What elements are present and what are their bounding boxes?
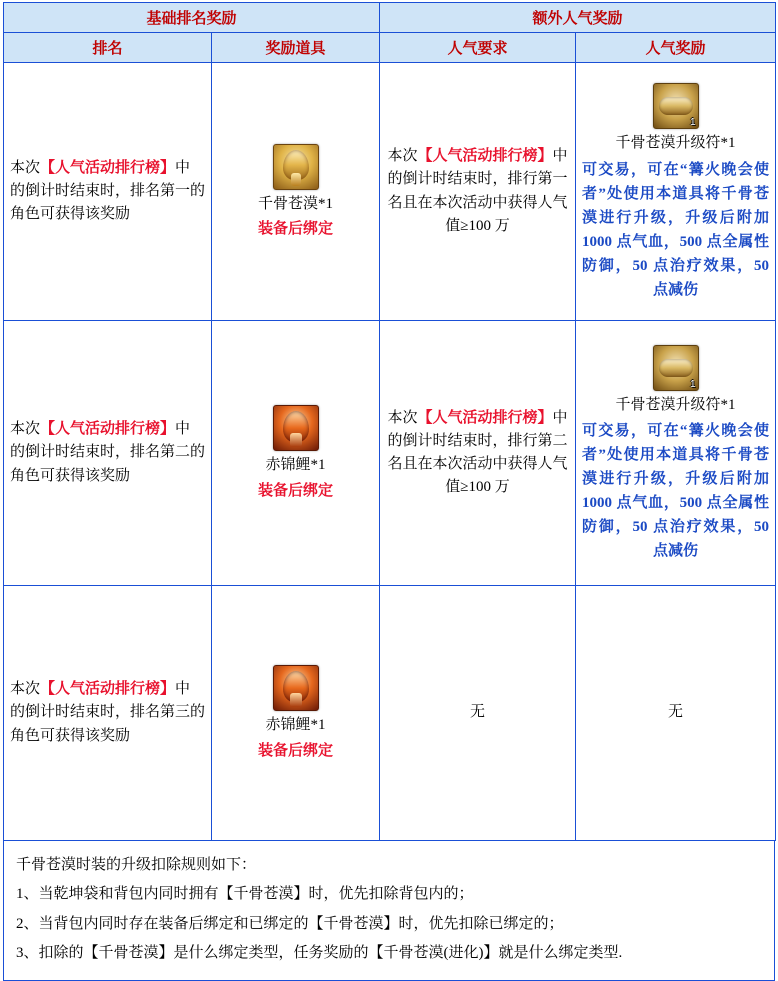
item-cell — [212, 63, 380, 321]
rule-item-2: 2、当背包内同时存在装备后绑定和已绑定的【千骨苍漠】时，优先扣除已绑定的； — [16, 915, 564, 932]
extra-icon-wrap — [582, 345, 769, 391]
item-bind-note: 装备后绑定 — [258, 221, 334, 237]
item-bind-note: 装备后绑定 — [258, 742, 334, 759]
rank-prefix: 本次 — [10, 681, 41, 698]
rule-item-3: 3、扣除的【千骨苍漠】是什么绑定类型，任务奖励的【千骨苍漠(进化)】就是什么绑定类型. — [16, 944, 623, 961]
item-icon-wrap — [218, 405, 373, 451]
column-header-requirement: 人气要求 — [380, 33, 576, 63]
rule-item-1: 1、当乾坤袋和背包内同时拥有【千骨苍漠】时，优先扣除背包内的； — [16, 886, 474, 903]
gold-armor-icon — [273, 144, 319, 190]
rules-box — [3, 841, 775, 981]
rank-suffix: 中的倒计时结束时，排名第一的角色可获得该奖励 — [10, 159, 206, 223]
requirement-highlight: 【人气活动排行榜】 — [417, 409, 553, 426]
rank-highlight: 【人气活动排行榜】 — [40, 681, 176, 698]
table-row — [4, 586, 776, 841]
rank-highlight: 【人气活动排行榜】 — [40, 421, 176, 438]
extra-reward-cell — [576, 63, 776, 321]
table-column-header-row — [4, 33, 776, 63]
item-cell — [212, 321, 380, 586]
rank-prefix: 本次 — [10, 421, 41, 438]
item-icon-wrap — [218, 665, 373, 711]
requirement-highlight: 【人气活动排行榜】 — [417, 148, 553, 164]
icon-count-badge: 1 — [689, 117, 696, 129]
red-armor-icon — [273, 665, 319, 711]
extra-reward-cell — [576, 321, 776, 586]
rank-suffix: 中的倒计时结束时，排名第三的角色可获得该奖励 — [10, 681, 206, 744]
rank-prefix: 本次 — [10, 159, 41, 176]
group-header-basic: 基础排名奖励 — [4, 3, 380, 33]
item-name: 赤锦鲤*1 — [265, 717, 326, 734]
item-icon-wrap — [218, 144, 373, 190]
table-row — [4, 321, 776, 586]
item-name: 赤锦鲤*1 — [265, 457, 326, 474]
item-bind-note: 装备后绑定 — [258, 482, 334, 499]
extra-reward-name: 千骨苍漠升级符*1 — [615, 135, 736, 152]
icon-count-badge: 1 — [689, 378, 696, 390]
rank-cell — [4, 63, 212, 321]
upgrade-scroll-icon — [653, 345, 699, 391]
column-header-extra-reward: 人气奖励 — [576, 33, 776, 63]
reward-table — [3, 2, 776, 841]
rank-cell — [4, 586, 212, 841]
item-name: 千骨苍漠*1 — [258, 195, 334, 212]
requirement-cell — [380, 321, 576, 586]
rank-cell — [4, 321, 212, 586]
requirement-prefix: 本次 — [387, 148, 418, 164]
requirement-suffix: 中的倒计时结束时，排行第一名且在本次活动中获得人气值≥100 万 — [387, 148, 568, 234]
red-armor-icon — [273, 405, 319, 451]
rules-title: 千骨苍漠时装的升级扣除规则如下： — [16, 857, 257, 873]
table-row — [4, 63, 776, 321]
requirement-cell: 无 — [380, 586, 576, 841]
upgrade-scroll-icon — [653, 83, 699, 129]
rank-highlight: 【人气活动排行榜】 — [40, 159, 176, 176]
requirement-prefix: 本次 — [387, 409, 418, 426]
table-group-header-row — [4, 3, 776, 33]
column-header-rank: 排名 — [4, 33, 212, 63]
group-header-extra: 额外人气奖励 — [380, 3, 776, 33]
extra-reward-cell: 无 — [576, 586, 776, 841]
column-header-item: 奖励道具 — [212, 33, 380, 63]
extra-reward-note: 可交易，可在“篝火晚会使者”处使用本道具将千骨苍漠进行升级，升级后附加 1000 点气血，500 点全属性防御，50 点治疗效果，50 点减伤 — [582, 161, 770, 298]
requirement-cell — [380, 63, 576, 321]
extra-reward-name: 千骨苍漠升级符*1 — [615, 396, 736, 413]
item-cell — [212, 586, 380, 841]
rank-suffix: 中的倒计时结束时，排名第二的角色可获得该奖励 — [10, 421, 206, 484]
extra-icon-wrap — [582, 83, 769, 129]
extra-reward-note: 可交易，可在“篝火晚会使者”处使用本道具将千骨苍漠进行升级，升级后附加 1000 点气血，500 点全属性防御，50 点治疗效果，50 点减伤 — [582, 423, 770, 560]
requirement-suffix: 中的倒计时结束时，排行第二名且在本次活动中获得人气值≥100 万 — [387, 409, 568, 496]
